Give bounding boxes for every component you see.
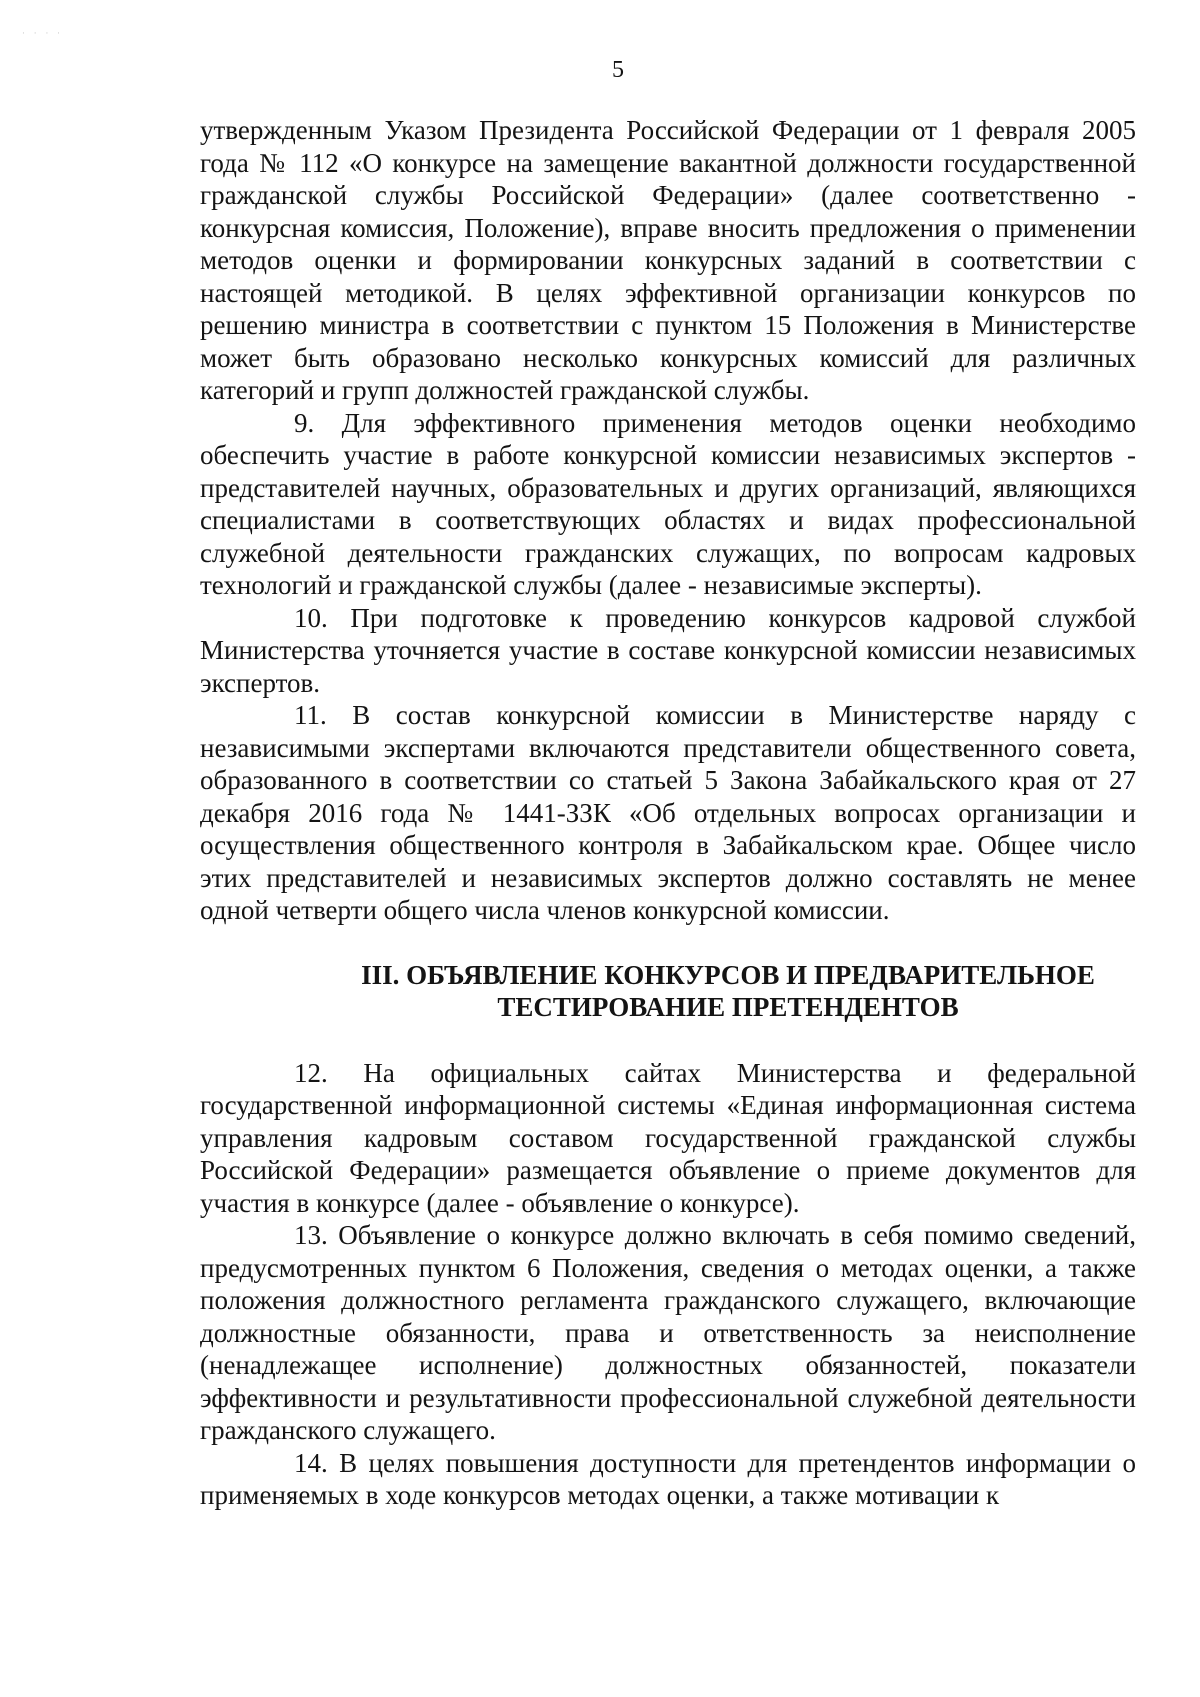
paragraph-item-9: 9. Для эффективного применения методов оценки необходимо обеспечить участие в работе конкурсной комиссии независимых экспертов - представителей научных, образовательных и других организаций, являющихся специалистами в соответствующих областях и видах профессиональной служебной деятельности гражданских служащих, по вопросам кадровых технологий и гражданской службы (далее - независимые эксперты). xyxy=(200,407,1136,600)
paragraph-item-11: 11. В состав конкурсной комиссии в Министерстве наряду с независимыми экспертами включаются представители общественного совета, образованного в соответствии со статьей 5 Закона Забайкальского края от 27 декабря 2016 года № 1441-ЗЗК «Об отдельных вопросах организации и осуществления общественного контроля в Забайкальском крае. Общее число этих представителей и независимых экспертов должно составлять не менее одной четверти общего числа членов конкурсной комиссии. xyxy=(200,700,1136,925)
section-heading-line-2: ТЕСТИРОВАНИЕ ПРЕТЕНДЕНТОВ xyxy=(497,991,959,1022)
paragraph-item-13: 13. Объявление о конкурсе должно включать в себя помимо сведений, предусмотренных пунктом 6 Положения, сведения о методах оценки, а также положения должностного регламента гражданского служащего, включающие должностные обязанности, права и ответственность за неисполнение (ненадлежащее исполнение) должностных обязанностей, показатели эффективности и результативности профессиональной служебной деятельности гражданского служащего. xyxy=(200,1220,1136,1445)
paragraph-item-12: 12. На официальных сайтах Министерства и федеральной государственной информационной системы «Единая информационная система управления кадровым составом государственной гражданской службы Российской Федерации» размещается объявление о приеме документов для участия в конкурсе (далее - объявление о конкурсе). xyxy=(200,1057,1136,1218)
scan-artifact: · · · · xyxy=(22,29,64,39)
paragraph-item-10: 10. При подготовке к проведению конкурсов кадровой службой Министерства уточняется участие в составе конкурсной комиссии независимых экспертов. xyxy=(200,602,1136,698)
paragraph-item-14: 14. В целях повышения доступности для претендентов информации о применяемых в ходе конкурсов методах оценки, а также мотивации к xyxy=(200,1447,1136,1510)
paragraph-continuation: утвержденным Указом Президента Российской Федерации от 1 февраля 2005 года № 112 «О конкурсе на замещение вакантной должности государственной гражданской службы Российской Федерации» (далее соответственно - конкурсная комиссия, Положение), вправе вносить предложения о применении методов оценки и формировании конкурсных заданий в соответствии с настоящей методикой. В целях эффективной организации конкурсов по решению министра в соответствии с пунктом 15 Положения в Министерстве может быть образовано несколько конкурсных комиссий для различных категорий и групп должностей гражданской службы. xyxy=(200,115,1136,405)
section-heading-line-1: III. ОБЪЯВЛЕНИЕ КОНКУРСОВ И ПРЕДВАРИТЕЛЬНОЕ xyxy=(361,959,1095,990)
document-body xyxy=(200,114,1136,1512)
page-number: 5 xyxy=(612,57,624,83)
section-heading xyxy=(200,959,1136,1023)
